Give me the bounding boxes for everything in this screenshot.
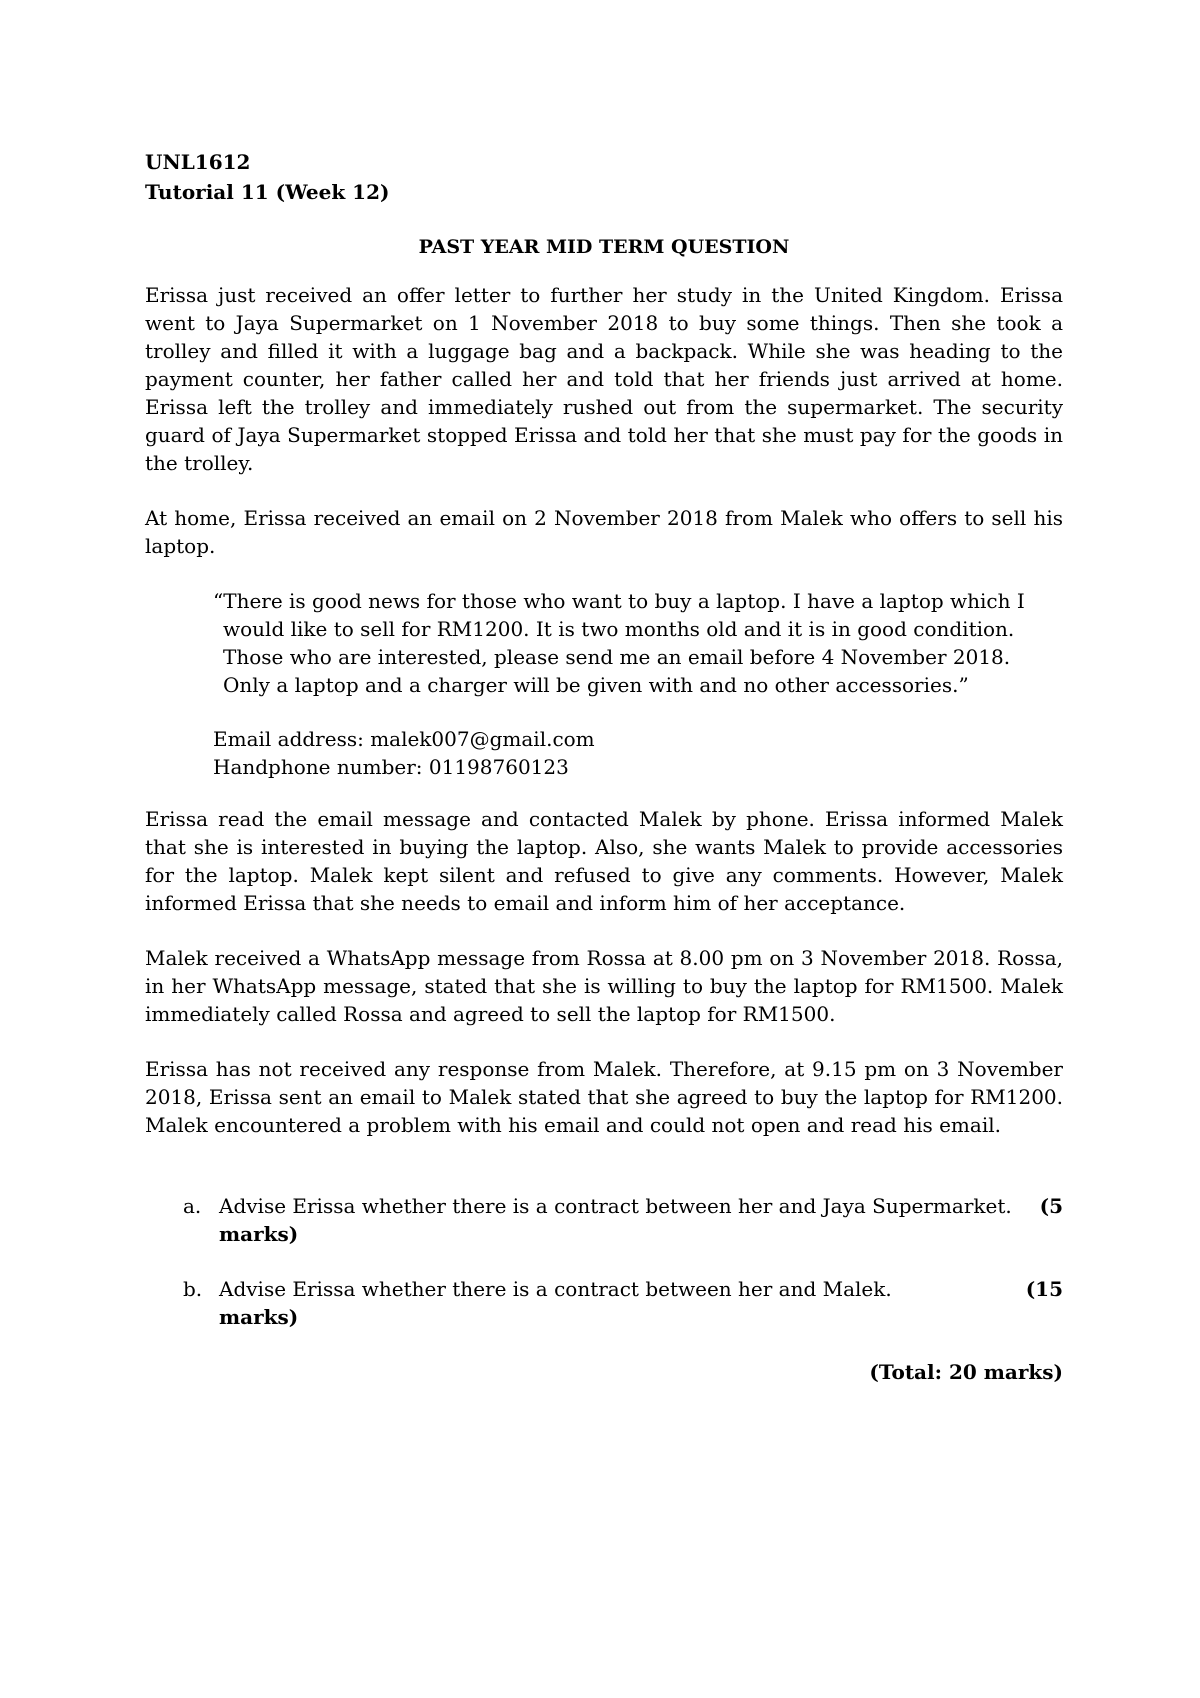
question-list: [145, 1192, 1063, 1331]
scenario-paragraph-5: Erissa has not received any response from Malek. Therefore, at 9.15 pm on 3 November 2018, Erissa sent an email to Malek stated that she agreed to buy the laptop for RM1200. Malek encountered a problem with his email and could not open and read his email.: [145, 1057, 1063, 1137]
question-body: [219, 1192, 1063, 1248]
page-title: PAST YEAR MID TERM QUESTION: [418, 236, 790, 258]
question-marks: (15: [1025, 1277, 1063, 1301]
question-marks-label: marks): [219, 1305, 299, 1329]
question-b: [183, 1275, 1063, 1331]
question-letter: b.: [183, 1277, 203, 1301]
scenario-paragraph-3: Erissa read the email message and contacted Malek by phone. Erissa informed Malek that she is interested in buying the laptop. Also, she wants Malek to provide accessories for the laptop. Malek kept silent and refused to give any comments. However, Malek informed Erissa that she needs to email and inform him of her acceptance.: [145, 807, 1063, 915]
document-page: [145, 147, 1063, 1386]
phone-number-line: Handphone number: 01198760123: [213, 755, 569, 779]
scenario-paragraph-4: Malek received a WhatsApp message from Rossa at 8.00 pm on 3 November 2018. Rossa, in her WhatsApp message, stated that she is willing to buy the laptop for RM1500. Malek immediately called Rossa and agreed to sell the laptop for RM1500.: [145, 946, 1063, 1026]
question-text: Advise Erissa whether there is a contract between her and Jaya Supermarket.: [219, 1194, 1012, 1218]
tutorial-heading: Tutorial 11 (Week 12): [145, 180, 390, 204]
scenario-paragraph-2: At home, Erissa received an email on 2 November 2018 from Malek who offers to sell his laptop.: [145, 506, 1063, 558]
scenario-paragraph-1: Erissa just received an offer letter to further her study in the United Kingdom. Erissa went to Jaya Supermarket on 1 November 2018 to buy some things. Then she took a trolley and filled it with a luggage bag and a backpack. While she was heading to the payment counter, her father called her and told that her friends just arrived at home. Erissa left the trolley and immediately rushed out from the supermarket. The security guard of Jaya Supermarket stopped Erissa and told her that she must pay for the goods in the trolley.: [145, 283, 1063, 475]
question-letter: a.: [183, 1194, 202, 1218]
email-quote-block: [213, 587, 1063, 781]
question-marks-label: marks): [219, 1222, 299, 1246]
course-code: UNL1612: [145, 150, 251, 174]
question-body: [219, 1275, 1063, 1331]
question-text: Advise Erissa whether there is a contract between her and Malek.: [219, 1277, 892, 1301]
email-quote-text: “There is good news for those who want to buy a laptop. I have a laptop which I would like to sell for RM1200. It is two months old and it is in good condition. Those who are interested, please send me an email before 4 November 2018. Only a laptop and a charger will be given with and no other accessories.”: [213, 589, 1025, 697]
question-a: [183, 1192, 1063, 1248]
total-marks: (Total: 20 marks): [869, 1360, 1063, 1384]
question-marks: (5: [1039, 1194, 1063, 1218]
email-address-line: Email address: malek007@gmail.com: [213, 727, 595, 751]
